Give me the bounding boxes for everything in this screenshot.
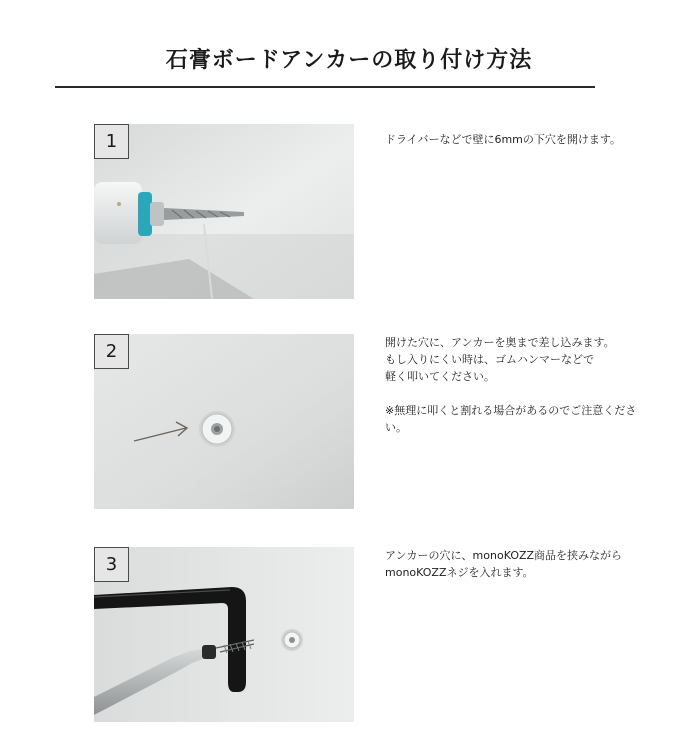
screw-hook-photo	[94, 547, 354, 722]
step-2-text	[385, 334, 655, 436]
step-1-photo	[94, 124, 354, 299]
step-2-note: ※無理に叩くと割れる場合があるのでご注意ください。	[385, 404, 637, 434]
anchor-in-wall-photo	[94, 334, 354, 509]
step-2-line: もし入りにくい時は、ゴムハンマーなどで	[385, 353, 594, 366]
step-3-text	[385, 547, 655, 581]
step-3-line: アンカーの穴に、monoKOZZ商品を挟みながら	[385, 549, 623, 562]
step-1-number: 1	[94, 124, 129, 159]
page-title: 石膏ボードアンカーの取り付け方法	[165, 46, 533, 73]
step-3-photo	[94, 547, 354, 722]
step-2-line: 軽く叩いてください。	[385, 370, 495, 383]
step-3-line: monoKOZZネジを入れます。	[385, 566, 534, 579]
step-2-photo	[94, 334, 354, 509]
step-2-line: 開けた穴に、アンカーを奥まで差し込みます。	[385, 336, 615, 349]
step-1-text	[385, 131, 655, 148]
step-1-line: ドライバーなどで壁に6mmの下穴を開けます。	[385, 133, 621, 146]
title-divider	[55, 86, 595, 88]
drill-wall-photo	[94, 124, 354, 299]
step-3-number: 3	[94, 547, 129, 582]
step-2-number: 2	[94, 334, 129, 369]
